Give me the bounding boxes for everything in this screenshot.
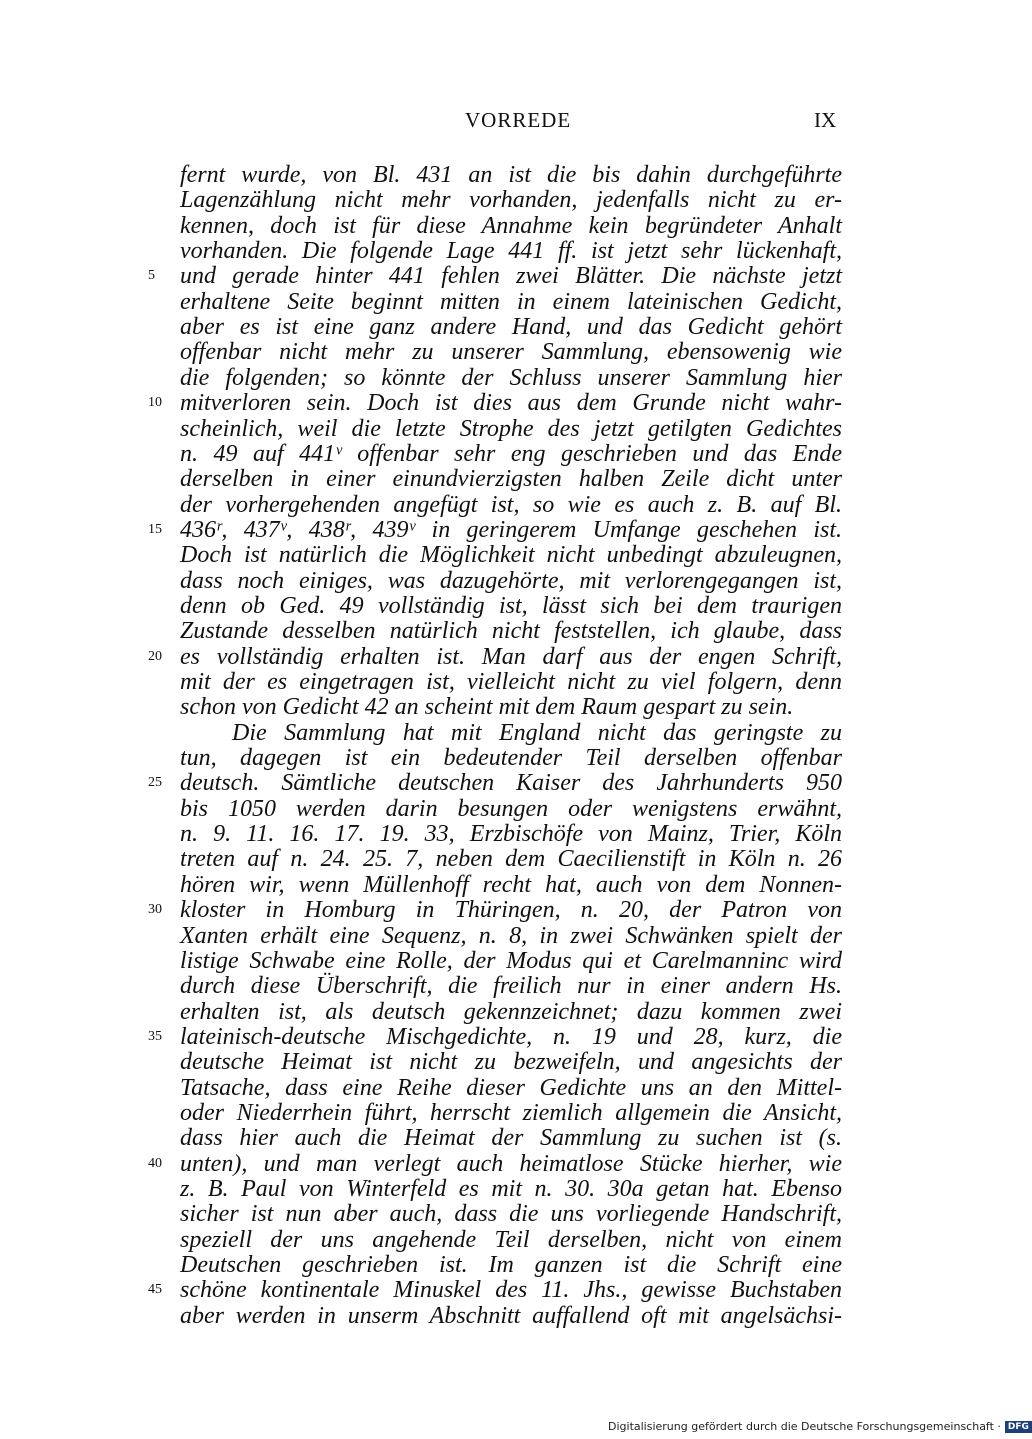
text-line	[0, 365, 1000, 391]
line-text: dass hier auch die Heimat der Sammlung zu suchen ist (s.	[180, 1125, 842, 1152]
running-title: VORREDE	[465, 108, 572, 132]
line-text: es vollständig erhalten ist. Man darf aus der engen Schrift,	[180, 643, 842, 670]
text-line	[0, 1024, 1000, 1050]
text-line	[0, 517, 1000, 543]
line-text: Lagenzählung nicht mehr vorhanden, jedenfalls nicht zu er-	[180, 187, 842, 214]
line-text: schon von Gedicht 42 an scheint mit dem Raum gespart zu sein.	[180, 694, 794, 721]
line-text: Tatsache, dass eine Reihe dieser Gedichte uns an den Mittel-	[180, 1074, 842, 1101]
text-line	[0, 162, 1000, 188]
line-text: mit der es eingetragen ist, vielleicht nicht zu viel folgern, denn	[180, 669, 842, 695]
line-text: erhaltene Seite beginnt mitten in einem lateinischen Gedicht,	[180, 288, 842, 315]
line-text: und gerade hinter 441 fehlen zwei Blätter. Die nächste jetzt	[180, 263, 842, 290]
line-text: Xanten erhält eine Sequenz, n. 8, in zwei Schwänken spielt der	[180, 922, 842, 949]
line-text: Doch ist natürlich die Möglichkeit nicht unbedingt abzuleugnen,	[180, 542, 842, 569]
text-line	[0, 720, 1000, 746]
line-text: speziell der uns angehende Teil derselben, nicht von einem	[180, 1226, 842, 1253]
dfg-logo: DFG	[1005, 1421, 1032, 1433]
line-number: 20	[148, 648, 162, 664]
page-number: IX	[814, 108, 837, 132]
text-line	[0, 1201, 1000, 1227]
text-line	[0, 694, 1000, 720]
line-number: 40	[148, 1155, 162, 1171]
text-line	[0, 213, 1000, 239]
text-line	[0, 441, 1000, 467]
text-line	[0, 263, 1000, 289]
line-text: mitverloren sein. Doch ist dies aus dem Grunde nicht wahr-	[180, 390, 842, 417]
text-line	[0, 669, 1000, 695]
text-line	[0, 872, 1000, 898]
text-line	[0, 973, 1000, 999]
text-line	[0, 492, 1000, 518]
text-line	[0, 745, 1000, 771]
text-line	[0, 1075, 1000, 1101]
text-line	[0, 1277, 1000, 1303]
text-line	[0, 1151, 1000, 1177]
line-text: fernt wurde, von Bl. 431 an ist die bis dahin durchgeführte	[180, 162, 842, 188]
text-line	[0, 314, 1000, 340]
line-text: lateinisch-deutsche Mischgedichte, n. 19 und 28, kurz, die	[180, 1023, 842, 1050]
line-text: denn ob Ged. 49 vollständig ist, lässt sich bei dem traurigen	[180, 592, 842, 619]
text-line	[0, 923, 1000, 949]
text-line	[0, 897, 1000, 923]
text-line	[0, 644, 1000, 670]
line-text: erhalten ist, als deutsch gekennzeichnet; dazu kommen zwei	[180, 998, 842, 1025]
credit-text: Digitalisierung gefördert durch die Deutsche Forschungsgemeinschaft ·	[608, 1420, 1001, 1433]
line-text: tun, dagegen ist ein bedeutender Teil derselben offenbar	[180, 745, 842, 772]
line-text: bis 1050 werden darin besungen oder wenigstens erwähnt,	[180, 795, 842, 822]
digitization-credit	[608, 1420, 1032, 1436]
line-text: aber es ist eine ganz andere Hand, und das Gedicht gehört	[180, 314, 842, 341]
text-line	[0, 618, 1000, 644]
text-line	[0, 1100, 1000, 1126]
line-text: Deutschen geschrieben ist. Im ganzen ist die Schrift eine	[180, 1252, 842, 1279]
text-line	[0, 593, 1000, 619]
line-text: n. 49 auf 441ᵛ offenbar sehr eng geschrieben und das Ende	[180, 440, 842, 467]
text-line	[0, 948, 1000, 974]
line-text: hören wir, wenn Müllenhoff recht hat, auch von dem Nonnen-	[180, 871, 842, 898]
line-text: offenbar nicht mehr zu unserer Sammlung, ebensowenig wie	[180, 339, 842, 366]
text-line	[0, 1176, 1000, 1202]
line-text: z. B. Paul von Winterfeld es mit n. 30. 30a getan hat. Ebenso	[180, 1176, 842, 1202]
line-number: 25	[148, 775, 162, 791]
text-line	[0, 568, 1000, 594]
line-text: der vorhergehenden angefügt ist, so wie es auch z. B. auf Bl.	[180, 491, 842, 518]
line-text: Die Sammlung hat mit England nicht das geringste zu	[232, 719, 842, 746]
line-text: n. 9. 11. 16. 17. 19. 33, Erzbischöfe von Mainz, Trier, Köln	[180, 821, 842, 848]
line-text: listige Schwabe eine Rolle, der Modus qui et Carelmanninc wird	[180, 947, 842, 974]
text-line	[0, 238, 1000, 264]
line-text: kloster in Homburg in Thüringen, n. 20, der Patron von	[180, 897, 842, 924]
text-line	[0, 796, 1000, 822]
text-line	[0, 999, 1000, 1025]
text-line	[0, 416, 1000, 442]
line-text: scheinlich, weil die letzte Strophe des jetzt getilgten Gedichtes	[180, 415, 842, 442]
text-line	[0, 846, 1000, 872]
line-text: die folgenden; so könnte der Schluss unserer Sammlung hier	[180, 364, 842, 391]
line-text: deutsch. Sämtliche deutschen Kaiser des Jahrhunderts 950	[180, 770, 842, 797]
line-number: 30	[148, 902, 162, 918]
text-line	[0, 1125, 1000, 1151]
text-line	[0, 1303, 1000, 1329]
line-text: derselben in einer einundvierzigsten halben Zeile dicht unter	[180, 466, 842, 493]
line-number: 10	[148, 395, 162, 411]
text-line	[0, 1227, 1000, 1253]
text-line	[0, 821, 1000, 847]
line-text: deutsche Heimat ist nicht zu bezweifeln, und angesichts der	[180, 1049, 842, 1076]
line-text: treten auf n. 24. 25. 7, neben dem Caecilienstift in Köln n. 26	[180, 846, 842, 873]
line-text: sicher ist nun aber auch, dass die uns vorliegende Handschrift,	[180, 1201, 842, 1228]
line-text: 436ʳ, 437ᵛ, 438ʳ, 439ᵛ in geringerem Umfange geschehen ist.	[180, 516, 842, 543]
text-line	[0, 1252, 1000, 1278]
line-number: 35	[148, 1028, 162, 1044]
line-text: vorhanden. Die folgende Lage 441 ff. ist jetzt sehr lückenhaft,	[180, 238, 842, 265]
line-text: Zustande desselben natürlich nicht feststellen, ich glaube, dass	[180, 618, 842, 645]
line-number: 5	[148, 268, 155, 284]
line-text: aber werden in unserm Abschnitt auffallend oft mit angelsächsi-	[180, 1302, 842, 1329]
line-number: 15	[148, 521, 162, 537]
text-line	[0, 339, 1000, 365]
text-line	[0, 542, 1000, 568]
text-line	[0, 390, 1000, 416]
line-text: durch diese Überschrift, die freilich nur in einer andern Hs.	[180, 973, 842, 1000]
text-line	[0, 1049, 1000, 1075]
line-text: schöne kontinentale Minuskel des 11. Jhs., gewisse Buchstaben	[180, 1277, 842, 1304]
text-line	[0, 187, 1000, 213]
line-text: oder Niederrhein führt, herrscht ziemlich allgemein die Ansicht,	[180, 1099, 842, 1126]
text-line	[0, 289, 1000, 315]
page-header	[0, 108, 1000, 138]
line-text: unten), und man verlegt auch heimatlose Stücke hierher, wie	[180, 1150, 842, 1177]
text-line	[0, 466, 1000, 492]
line-text: kennen, doch ist für diese Annahme kein begründeter Anhalt	[180, 212, 842, 239]
line-number: 45	[148, 1282, 162, 1298]
line-text: dass noch einiges, was dazugehörte, mit verlorengegangen ist,	[180, 567, 842, 594]
text-line	[0, 770, 1000, 796]
